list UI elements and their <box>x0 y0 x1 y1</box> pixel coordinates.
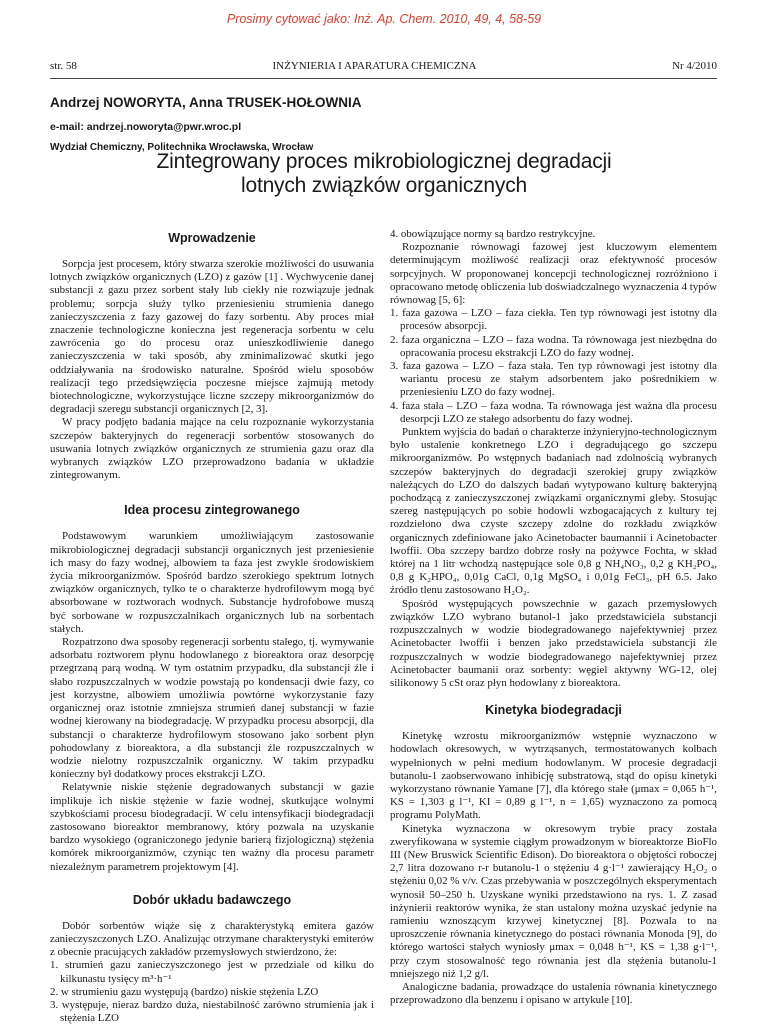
equilibrium-item-4: 4. faza stała – LZO – faza wodna. Ta równowaga jest ważna dla procesu desorpcji LZO ze stałego adsorbentu do fazy wodnej. <box>390 399 717 425</box>
header-rule <box>50 78 717 79</box>
issue-number: Nr 4/2010 <box>672 60 717 72</box>
dobor-paragraph-4: Spośród występujących powszechnie w gazach przemysłowych związków LZO wybrano butanol-1 jako przedstawiciela substancji rozpuszczalnych w wodzie biodegradowanego najefektywniej przez Acinetobacter lwoffii i benzen jako przedstawiciela substancji źle rozpuszczalnych w wodzie biodegradowanego najefektywniej przez Acinetobacter baumanii oraz sorbenty: węgiel aktywny WG-12, olej silikonowy 5 cSt oraz płyn hodowlany z bioreaktora. <box>390 597 717 689</box>
idea-paragraph-2: Rozpatrzono dwa sposoby regeneracji sorbentu stałego, tj. wymywanie adsorbatu roztworem płynu hodowlanego z bioreaktora oraz desorpcję przegrzaną parą wodną. W tym ostatnim przypadku, dla substancji źle i słabo rozpuszczalnych w wodzie powstają po kondensacji dwie fazy, co jest korzystne, albowiem umożliwia powtórne wykorzystanie fazy organicznej oraz istotnie zmniejsza strumień danej substancji w fazie wodnej kierowany na biodegradację. W przypadku procesu absorpcji, dla substancji o charakterze hydrofilowym stosowano jako sorbent płyn pohodowlany z bioreaktora, a dla substancji źle rozpuszczalnych w wodzie nielotny rozpuszczalnik organiczny. W takim przypadku konieczny był dodatkowy proces ekstrakcji LZO. <box>50 636 374 781</box>
right-column <box>390 228 717 1007</box>
citation-note: Prosimy cytować jako: Inż. Ap. Chem. 2010, 49, 4, 58-59 <box>226 12 542 26</box>
affiliation: Wydział Chemiczny, Politechnika Wrocławska, Wrocław <box>50 142 314 153</box>
left-column <box>50 228 374 1025</box>
equilibrium-item-1: 1. faza gazowa – LZO – faza ciekła. Ten typ równowagi jest istotny dla procesów absorpcji. <box>390 307 717 333</box>
heading-idea: Idea procesu zintegrowanego <box>124 503 300 518</box>
dobor-paragraph-1: Dobór sorbentów wiąże się z charakterystyką emitera gazów zanieczyszczonych LZO. Analizując otrzymane charakterystyki emiterów z obecnie pracujących zakładów przemysłowych stwierdzono, że: <box>50 919 374 959</box>
intro-paragraph-1: Sorpcja jest procesem, który stwarza szerokie możliwości do usuwania lotnych związków organicznych (LZO) z gazów [1] . Wychwycenie danej substancji z gazu przez sorbent stały lub ciekły nie rozwiązuje jednak problemu; sorpcja służy tylko przeniesieniu strumienia danego zanieczyszczenia z fazy gazowej do fazy sorbentu. Aby proces miał znaczenie technologiczne konieczna jest regeneracja sorbentu w celu zawrócenia go do procesu oraz unieszkodliwienie danego zanieczyszczenia w taki sposób, aby zminimalizować skutki jego oddziaływania na środowisko naturalne. Spośród wielu sposobów realizacji tego przedsięwzięcia poczesne miejsce zajmują metody biotechnologiczne, wykorzystujące liczne szczepy mikroorganizmów do degradacji szeregu substancji organicznych [2, 3]. <box>50 258 374 416</box>
running-header <box>50 60 717 72</box>
equilibrium-item-2: 2. faza organiczna – LZO – faza wodna. Ta równowaga jest niezbędna do opracowania procesu ekstrakcji LZO do fazy wodnej. <box>390 333 717 359</box>
title-line-2: lotnych związków organicznych <box>241 173 527 197</box>
heading-intro: Wprowadzenie <box>168 231 256 245</box>
kinetics-paragraph-3: Analogiczne badania, prowadzące do ustalenia równania kinetycznego przeprowadzono dla benzenu i opisano w artykule [10]. <box>390 980 717 1007</box>
equilibrium-item-3: 3. faza gazowa – LZO – faza stała. Ten typ równowagi jest istotny dla wariantu procesu ze stałym adsorbentem jako pośrednikiem w przeniesieniu LZO do fazy wodnej. <box>390 360 717 399</box>
kinetics-paragraph-1: Kinetykę wzrostu mikroorganizmów wstępnie wyznaczono w hodowlach okresowych, w wytrząsanych, termostatowanych kolbach wypełnionych w pełni medium hodowlanym. W procesie degradacji butanolu-1 zaobserwowano inhibicję substratową, stąd do opisu kinetyki wykorzystano równanie Yamane [7], dla którego stałe (μmax = 0,065 h⁻¹, KS = 1,303 g l⁻¹, KI = 0,89 g l⁻¹, n = 1,65) wyznaczono za pomocą programu PolyMath. <box>390 730 717 822</box>
dobor-paragraph-2: Rozpoznanie równowagi fazowej jest kluczowym elementem determinującym możliwość realizacji oraz efektywność procesów sorpcyjnych. W proponowanej koncepcji technologicznej rozróżniono i opracowano metodę obliczenia lub doświadczalnego wyznaczenia 4 typów równowag [5, 6]: <box>390 241 717 307</box>
dobor-list-item-4: 4. obowiązujące normy są bardzo restrykcyjne. <box>390 228 596 240</box>
idea-paragraph-3: Relatywnie niskie stężenie degradowanych substancji w gazie implikuje ich niskie stężenie w fazie wodnej, skutkujące wolnymi szybkościami procesu biodegradacji. W celu intensyfikacji biodegradacji zastosowano bioreaktor membranowy, który pozwala na uzyskanie bardzo wysokiego (ograniczonego jedynie barierą fizjologiczną) stężenia komórek mikroorganizmów, czyniąc ten ważny dla procesu parametr niezależnym parametrem projektowym [4]. <box>50 781 374 873</box>
idea-paragraph-1: Podstawowym warunkiem umożliwiającym zastosowanie mikrobiologicznej degradacji substancji organicznych jest przeniesienie ich masy do fazy wodnej, albowiem ta faza jest zwykle środowiskiem życia mikroorganizmów. Spośród bardzo szerokiego spektrum lotnych związków organicznych, tylko te o charakterze hydrofilowym mogą być absorbowane w roztworach wodnych. Substancje hydrofobowe muszą być sorbowane w rozpuszczalnikach organicznych lub na sorbentach stałych. <box>50 530 374 635</box>
heading-kinetics: Kinetyka biodegradacji <box>485 703 622 718</box>
article-title <box>0 150 768 197</box>
dobor-list-item-3: 3. występuje, nieraz bardzo duża, niestabilność zarówno strumienia jak i stężenia LZO <box>50 998 374 1025</box>
title-line-1: Zintegrowany proces mikrobiologicznej degradacji <box>156 150 612 173</box>
dobor-list-item-1: 1. strumień gazu zanieczyszczonego jest w przedziale od kilku do kilkunastu tysięcy m³·h⁻¹ <box>50 959 374 985</box>
author-email: e-mail: andrzej.noworyta@pwr.wroc.pl <box>50 121 242 133</box>
authors: Andrzej NOWORYTA, Anna TRUSEK-HOŁOWNIA <box>50 95 362 110</box>
kinetics-paragraph-2: Kinetyka wyznaczona w okresowym trybie pracy została zweryfikowana w systemie ciągłym prowadzonym w bioreaktorze BioFlo III (New Bruswick Scientific Edison). Do bioreaktora o objętości roboczej 2,7 litra dozowano r-r butanolu-1 o stężeniu 4 g·l⁻¹ zawierający H₂O₂ o stężeniu 0,02 % v/v. Czas przebywania w poszczególnych eksperymentach wynosił 50–250 h. Uzyskane wyniki przedstawiono na rys. 1. Z zasad inżynierii reaktorów wynika, że stan ustalony można uzyskać jedynie na ramieniu wznoszącym krzywej kinetycznej [8]. Pozwala to na uproszczenie równania kinetycznego do postaci równania Monoda [9], do którego wartości stałych wyniosły μmax = 0,048 h⁻¹, KS = 1,38 g·l⁻¹, przy czym stosowalność tego równania jest dla stężenia butanolu-1 mniejszego niż 1,2 g/l. <box>390 822 717 980</box>
dobor-paragraph-3: Punktem wyjścia do badań o charakterze inżynieryjno-technologicznym było ustalenie konkretnego LZO i degradującego go szczepu mikroorganizmów. Po wstępnych badaniach nad zdolnością wybranych szczepów bakteryjnych do degradacji szerokiej grupy związków należących do LZO do dalszych badań wytypowano kulturę bakteryjną pochodzącą z zanieczyszczonej związkami organicznymi gleby. Stosując szereg następujących po sobie hodowli wzbogacających z kultury tej rozdzielono dwa czyste szczepy zdolne do rozkładu związków organicznych zdefiniowane jako Acinetobacter baumannii i Acinetobacter lwoffii. Oba szczepy bardzo dobrze rosły na pożywce Fochta, w skład której na 1 litr wchodzą następujące sole 0,8 g NH₄NO₃, 0,2 g KH₂PO₄, 0,8 g K₂HPO₄, 0,01g CaCl, 0,1g MgSO₄ i 0,01g FeCl₃, pH 6.5. Jako źródło tlenu zastosowano H₂O₂. <box>390 426 717 597</box>
intro-paragraph-2: W pracy podjęto badania mające na celu rozpoznanie wykorzystania szczepów bakteryjnych do regeneracji sorbentów stosowanych do usuwania lotnych związków organicznych ze strumienia gazu oraz dla wybranych związków LZO przeprowadzono badania w układzie zintegrowanym. <box>50 416 374 482</box>
heading-dobor: Dobór układu badawczego <box>132 892 292 907</box>
dobor-list-item-2: 2. w strumieniu gazu występują (bardzo) niskie stężenia LZO <box>50 985 319 998</box>
journal-name: INŻYNIERIA I APARATURA CHEMICZNA <box>272 60 477 72</box>
page-number: str. 58 <box>50 60 77 72</box>
